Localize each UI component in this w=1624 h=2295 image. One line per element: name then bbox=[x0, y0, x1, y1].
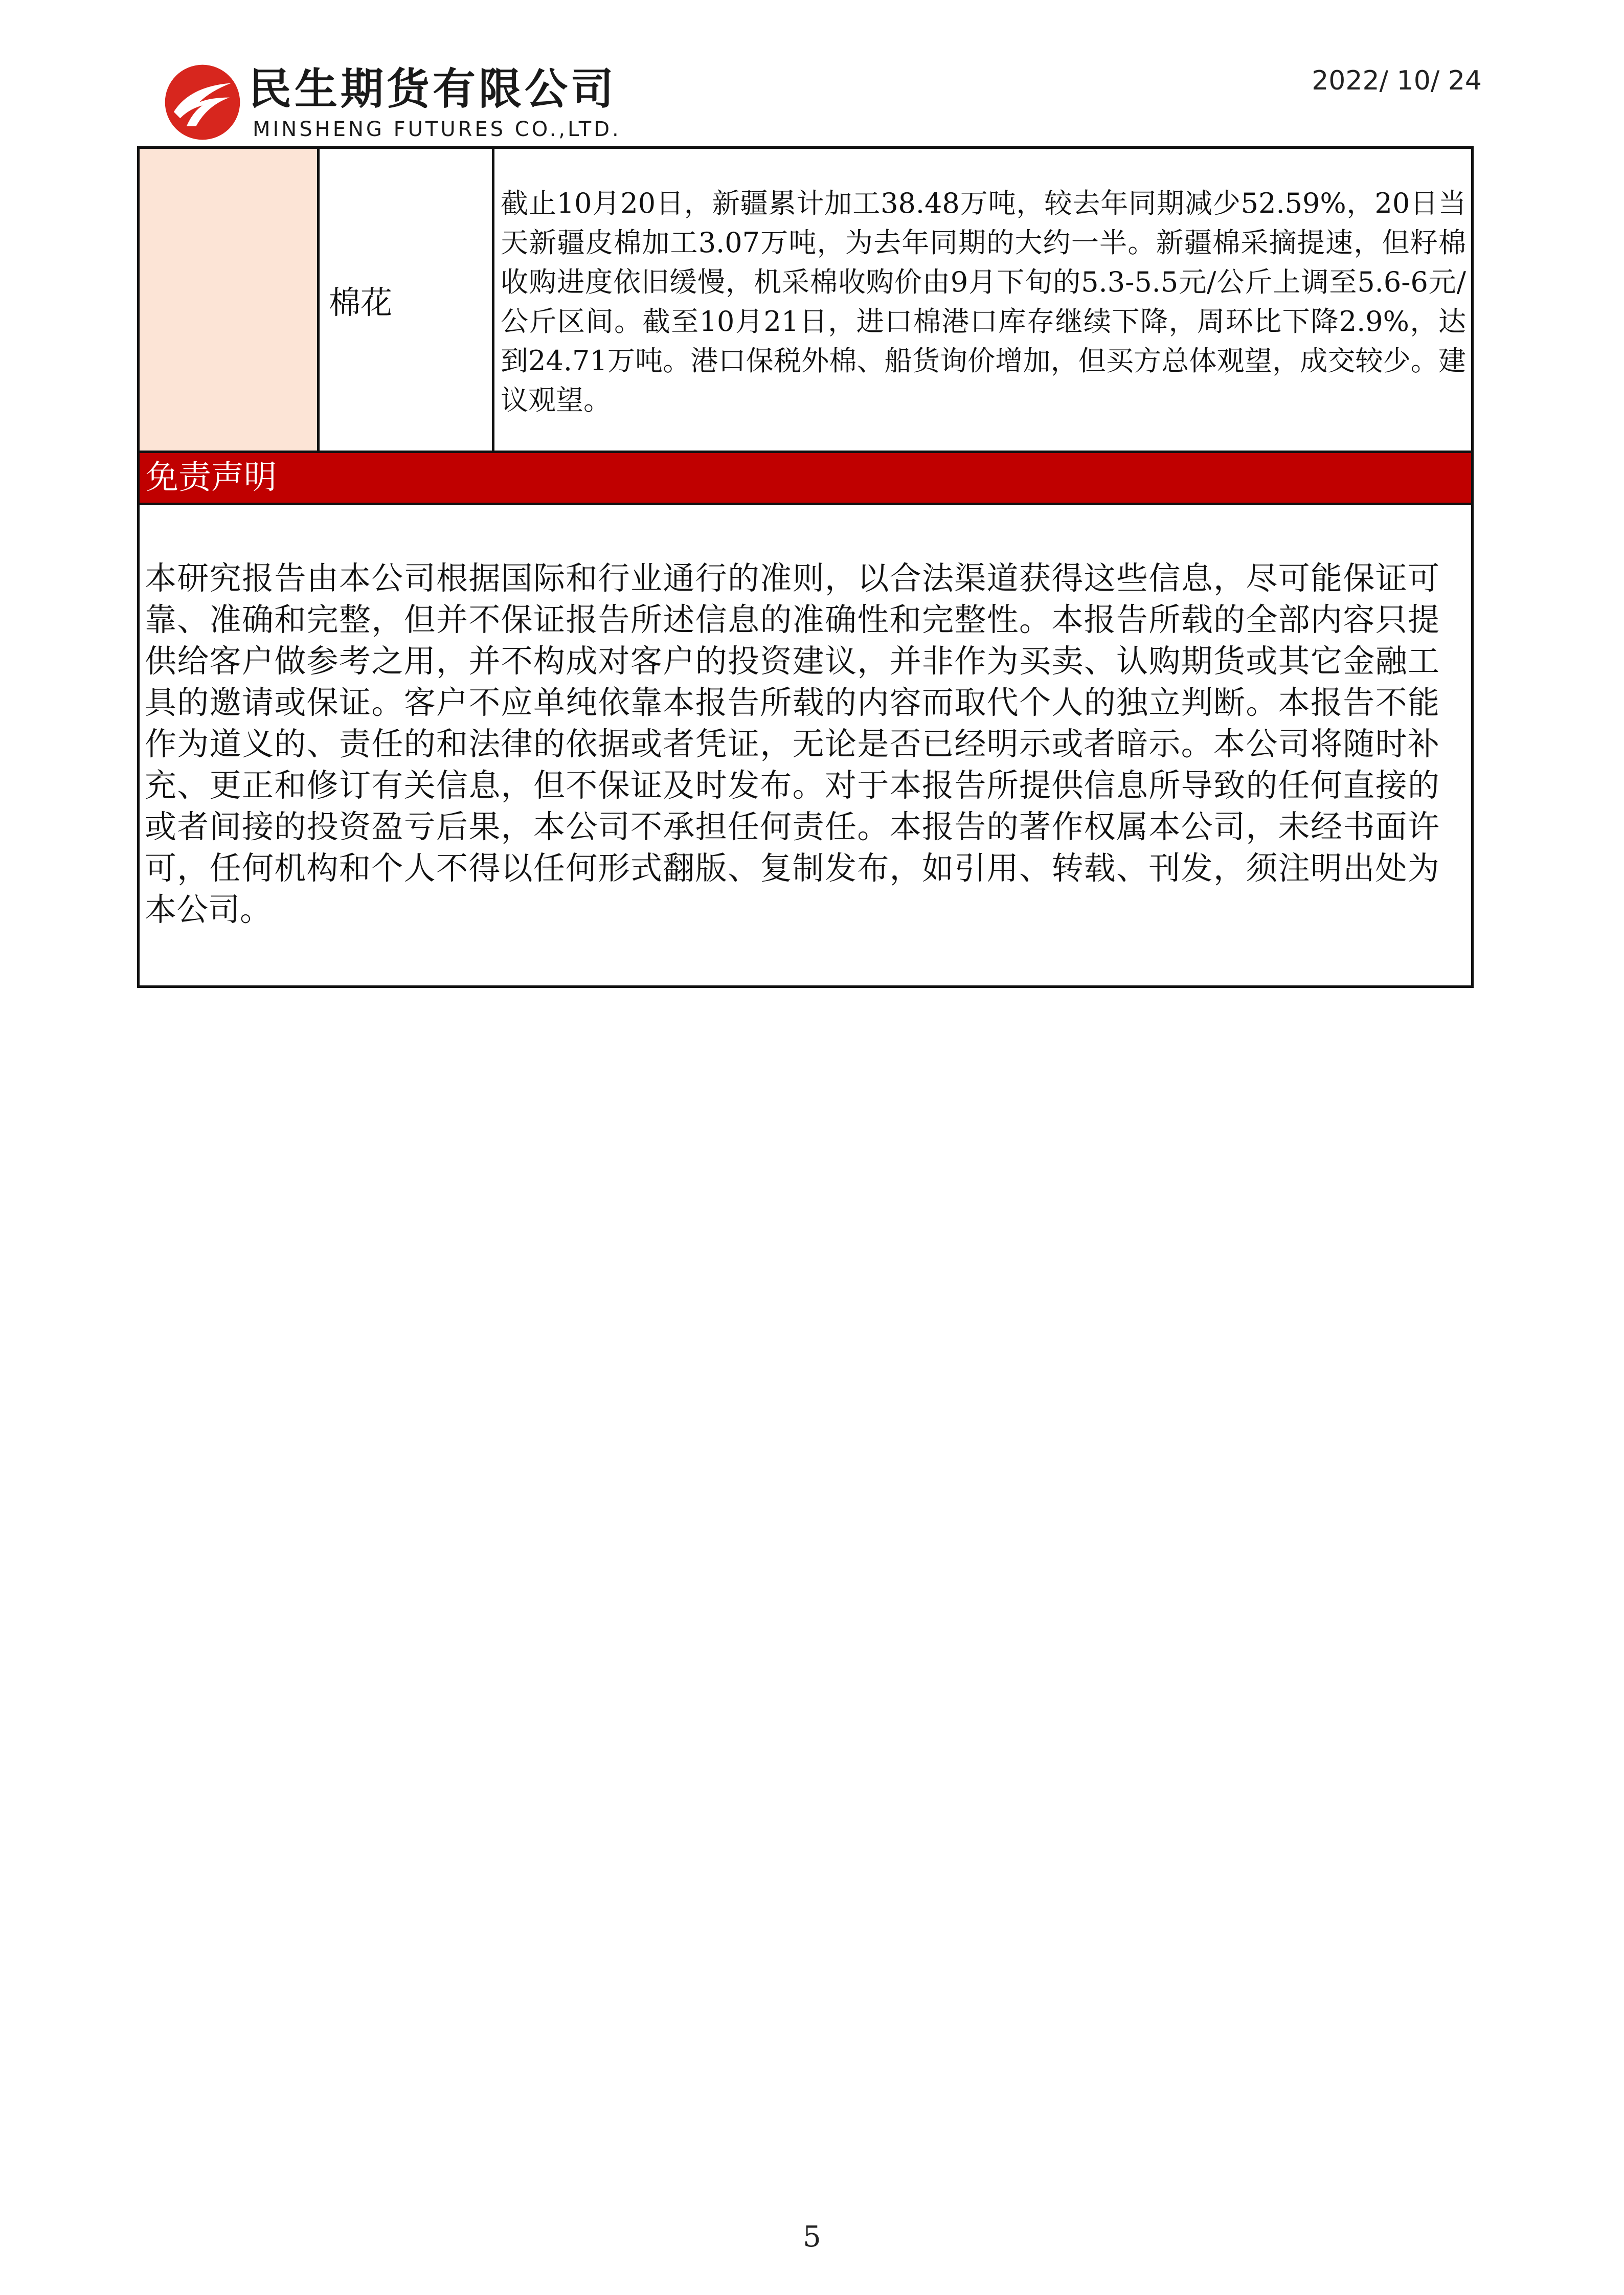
page-number: 5 bbox=[803, 2220, 821, 2254]
company-name-en: MINSHENG FUTURES CO.,LTD. bbox=[253, 118, 621, 141]
report-date: 2022/ 10/ 24 bbox=[1312, 65, 1482, 96]
category-cell bbox=[140, 149, 320, 451]
company-logo bbox=[163, 62, 643, 144]
disclaimer-body: 本研究报告由本公司根据国际和行业通行的准则，以合法渠道获得这些信息，尽可能保证可靠、准确和完整，但并不保证报告所述信息的准确性和完整性。本报告所载的全部内容只提供给客户做参考之用，并不构成对客户的投资建议，并非作为买卖、认购期货或其它金融工具的邀请或保证。客户不应单纯依靠本报告所载的内容而取代个人的独立判断。本报告不能作为道义的、责任的和法律的依据或者凭证，无论是否已经明示或者暗示。本公司将随时补充、更正和修订有关信息，但不保证及时发布。对于本报告所提供信息所导致的任何直接的或者间接的投资盈亏后果，本公司不承担任何责任。本报告的著作权属本公司，未经书面许可，任何机构和个人不得以任何形式翻版、复制发布，如引用、转载、刊发，须注明出处为本公司。 bbox=[137, 505, 1474, 988]
commodity-table bbox=[137, 146, 1474, 453]
disclaimer-title: 免责声明 bbox=[137, 453, 1474, 505]
minsheng-logo-icon bbox=[163, 62, 242, 142]
commodity-commentary: 截止10月20日，新疆累计加工38.48万吨，较去年同期减少52.59%，20日当天新疆皮棉加工3.07万吨，为去年同期的大约一半。新疆棉采摘提速，但籽棉收购进度依旧缓慢，机采棉收购价由9月下旬的5.3-5.5元/公斤上调至5.6-6元/公斤区间。截至10月21日，进口棉港口库存继续下降，周环比下降2.9%，达到24.71万吨。港口保税外棉、船货询价增加，但买方总体观望，成交较少。建议观望。 bbox=[501, 187, 1466, 416]
company-name-cn: 民生期货有限公司 bbox=[249, 64, 617, 114]
commodity-name: 棉花 bbox=[320, 149, 494, 451]
